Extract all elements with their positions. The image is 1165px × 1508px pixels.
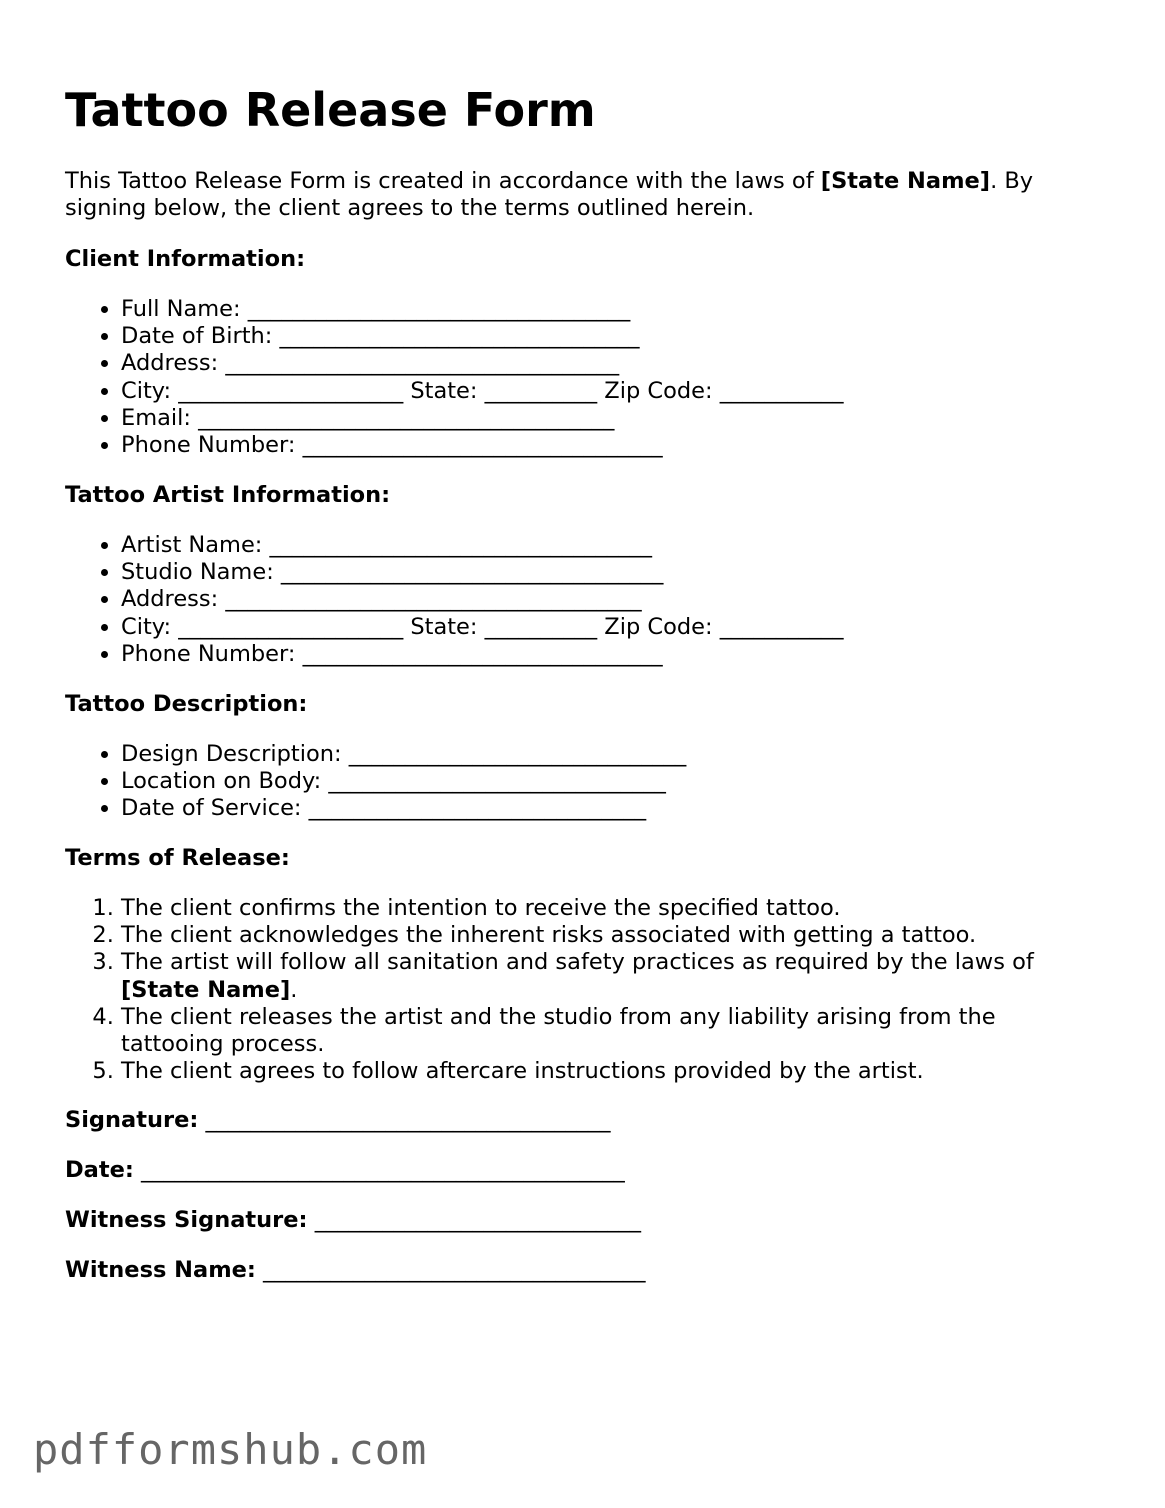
signature-label: Signature:: [65, 1107, 199, 1133]
witness-signature-blank[interactable]: _____________________________: [307, 1207, 641, 1233]
term-3-text: The artist will follow all sanitation and safety practices as required by the laws of: [121, 949, 1034, 976]
witness-name-blank[interactable]: __________________________________: [255, 1257, 646, 1283]
term-item: 5. The client agrees to follow aftercare instructions provided by the artist.: [121, 1058, 1101, 1085]
term-3-period: .: [290, 976, 298, 1003]
client-address-field[interactable]: • Address: ___________________________________: [121, 350, 843, 377]
intro-text-before: This Tattoo Release Form is created in accordance with the laws of: [65, 168, 821, 194]
date-line[interactable]: [65, 1157, 625, 1184]
term-item: 4. The client releases the artist and the studio from any liability arising from the tattooing process.: [121, 1004, 1101, 1058]
signature-line[interactable]: [65, 1107, 611, 1134]
design-description-field[interactable]: • Design Description: ______________________________: [121, 741, 686, 768]
client-email-field[interactable]: • Email: _____________________________________: [121, 405, 843, 432]
terms-list: [65, 895, 1101, 1085]
witness-signature-label: Witness Signature:: [65, 1207, 308, 1233]
signature-blank[interactable]: ____________________________________: [198, 1107, 611, 1133]
witness-name-line[interactable]: [65, 1257, 646, 1284]
artist-city-state-zip-field[interactable]: • City: ____________________ State: __________ Zip Code: ___________: [121, 614, 843, 641]
artist-phone-field[interactable]: • Phone Number: ________________________________: [121, 641, 843, 668]
client-info-list: [65, 296, 843, 459]
intro-text-after: . By signing below, the client agrees to the terms outlined herein.: [65, 168, 1034, 221]
page-title: Tattoo Release Form: [65, 83, 596, 137]
location-on-body-field[interactable]: • Location on Body: ______________________________: [121, 768, 686, 795]
date-blank[interactable]: ___________________________________________: [133, 1157, 625, 1183]
witness-signature-line[interactable]: [65, 1207, 641, 1234]
artist-info-heading: Tattoo Artist Information:: [65, 482, 391, 508]
description-list: [65, 741, 686, 823]
date-of-service-field[interactable]: • Date of Service: ______________________________: [121, 795, 686, 822]
client-date-of-birth-field[interactable]: • Date of Birth: ________________________________: [121, 323, 843, 350]
term-3-state-name: [State Name]: [121, 976, 291, 1003]
client-city-state-zip-field[interactable]: • City: ____________________ State: __________ Zip Code: ___________: [121, 378, 843, 405]
witness-name-label: Witness Name:: [65, 1257, 256, 1283]
client-info-heading: Client Information:: [65, 246, 306, 272]
date-label: Date:: [65, 1157, 134, 1183]
term-item: 2. The client acknowledges the inherent risks associated with getting a tattoo.: [121, 922, 1101, 949]
terms-heading: Terms of Release:: [65, 845, 290, 871]
description-heading: Tattoo Description:: [65, 691, 308, 717]
artist-address-field[interactable]: • Address: _____________________________________: [121, 586, 843, 613]
term-item: 1. The client confirms the intention to receive the specified tattoo.: [121, 895, 1101, 922]
artist-info-list: [65, 532, 843, 668]
term-item: [121, 949, 1101, 1003]
client-full-name-field[interactable]: • Full Name: __________________________________: [121, 296, 843, 323]
intro-state-name: [State Name]: [820, 168, 991, 194]
watermark: pdfformshub.com: [33, 1425, 428, 1474]
intro-paragraph: [65, 168, 1065, 222]
client-phone-field[interactable]: • Phone Number: ________________________________: [121, 432, 843, 459]
artist-name-field[interactable]: • Artist Name: __________________________________: [121, 532, 843, 559]
studio-name-field[interactable]: • Studio Name: __________________________________: [121, 559, 843, 586]
